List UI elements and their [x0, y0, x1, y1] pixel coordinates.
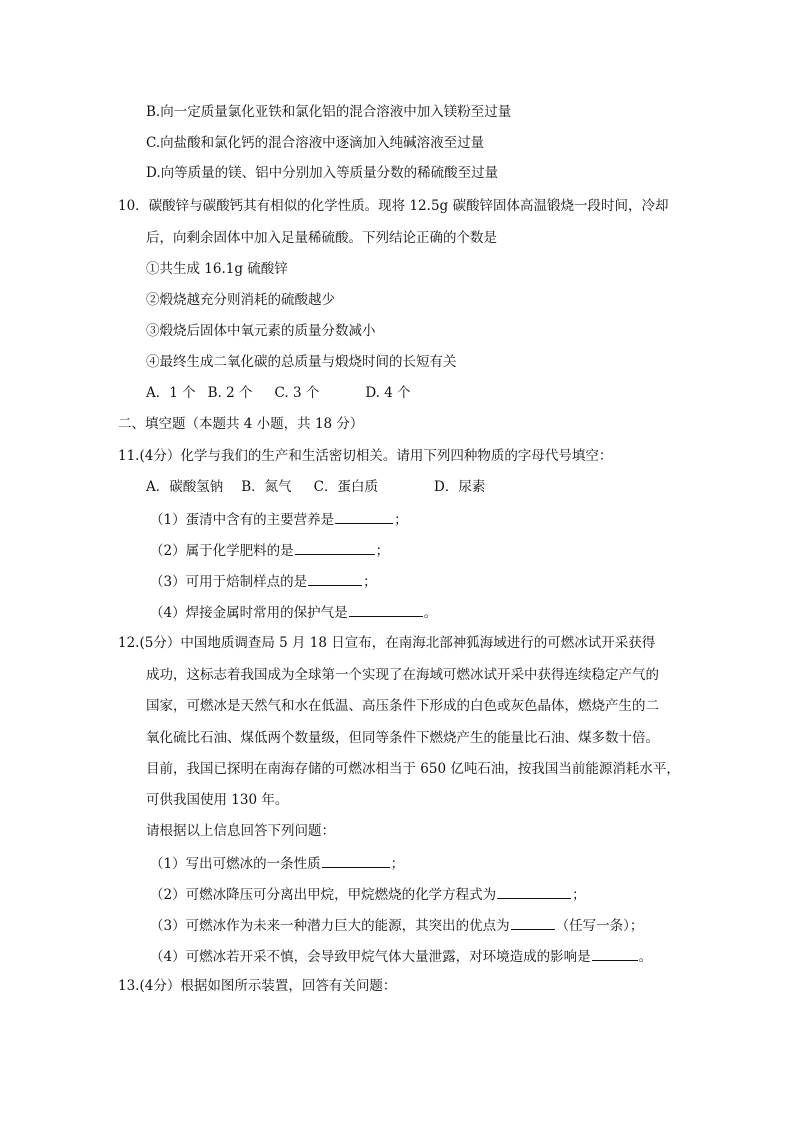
q12-part-2: （2）可燃冰降压可分离出甲烷，甲烷燃烧的化学方程式为 ； — [150, 884, 586, 904]
q10-option-a: A．1 个 — [146, 385, 196, 401]
q12-line-3: 国家，可燃冰是天然气和水在低温、高压条件下形成的白色或灰色晶体，燃烧产生的二 — [146, 698, 659, 714]
q9-option-b: B.向一定质量氯化亚铁和氯化铝的混合溶液中加入镁粉至过量 — [146, 104, 512, 120]
q12-part-1: （1）写出可燃冰的一条性质 ； — [150, 853, 404, 873]
q10-statement-4: ④最终生成二氧化碳的总质量与煅烧时间的长短有关 — [146, 354, 457, 370]
answer-blank[interactable] — [511, 915, 555, 930]
q11-part-2: （2）属于化学肥料的是 ； — [150, 540, 389, 560]
q12-line-1: 12.(5分）中国地质调查局 5 月 18 日宣布，在南海北部神狐海域进行的可燃冰试开采获得 — [118, 635, 656, 651]
q11-option-c: C．蛋白质 — [313, 479, 379, 495]
section-title-fill-in: 二、填空题（本题共 4 小题，共 18 分） — [118, 416, 364, 432]
q12-part-3: （3）可燃冰作为未来一种潜力巨大的能源，其突出的优点为 （任写一条）； — [150, 915, 643, 935]
q10-statement-2: ②煅烧越充分则消耗的硫酸越少 — [146, 292, 335, 308]
q11-part-1: （1）蛋清中含有的主要营养是 ； — [150, 509, 408, 529]
answer-blank[interactable] — [592, 946, 638, 961]
q11-option-d: D．尿素 — [434, 479, 486, 495]
q12-instruction: 请根据以上信息回答下列问题： — [146, 823, 335, 839]
q11-stem: 11.(4分）化学与我们的生产和生活密切相关。请用下列四种物质的字母代号填空： — [118, 448, 613, 464]
answer-blank[interactable] — [335, 509, 393, 524]
q10-option-c: C. 3 个 — [274, 385, 320, 401]
answer-blank[interactable] — [322, 853, 390, 868]
q10-options — [146, 384, 411, 402]
q10-stem-line1: 10．碳酸锌与碳酸钙其有相似的化学性质。现将 12.5g 碳酸锌固体高温锻烧一段时间，冷却 — [118, 198, 669, 214]
q9-option-c: C.向盐酸和氯化钙的混合溶液中逐滴加入纯碱溶液至过量 — [146, 135, 485, 151]
q12-part-4: （4）可燃冰若开采不慎，会导致甲烷气体大量泄露，对环境造成的影响是 。 — [150, 946, 652, 966]
q12-line-2: 成功，这标志着我国成为全球第一个实现了在海域可燃冰试开采中获得连续稳定产气的 — [146, 667, 659, 683]
q11-options — [146, 478, 485, 496]
q11-part-3: （3）可用于焙制样点的是 ； — [150, 571, 377, 591]
q11-option-a: A．碳酸氢钠 — [146, 479, 224, 495]
answer-blank[interactable] — [497, 884, 571, 899]
q10-statement-1: ①共生成 16.1g 硫酸锌 — [146, 261, 288, 277]
q10-stem-line2: 后，向剩余固体中加入足量稀硫酸。下列结论正确的个数是 — [146, 230, 497, 246]
q9-option-d: D.向等质量的镁、铝中分别加入等质量分数的稀硫酸至过量 — [146, 165, 499, 181]
answer-blank[interactable] — [295, 540, 375, 555]
q10-option-d: D. 4 个 — [365, 385, 411, 401]
answer-blank[interactable] — [308, 571, 362, 586]
q12-line-4: 氧化硫比石油、煤低两个数量级，但同等条件下燃烧产生的能量比石油、煤多数十倍。 — [146, 730, 659, 746]
q12-line-5: 目前，我国已探明在南海存储的可燃冰相当于 650 亿吨石油，按我国当前能源消耗水平， — [146, 761, 680, 777]
q13-stem: 13.(4分）根据如图所示装置，回答有关问题： — [118, 978, 397, 994]
answer-blank[interactable] — [349, 602, 423, 617]
q10-option-b: B. 2 个 — [207, 385, 253, 401]
q11-part-4: （4）焊接金属时常用的保护气是 。 — [150, 602, 437, 622]
q11-option-b: B．氮气 — [241, 479, 292, 495]
q12-line-6: 可供我国使用 130 年。 — [146, 792, 289, 808]
q10-statement-3: ③煅烧后固体中氧元素的质量分数减小 — [146, 323, 376, 339]
